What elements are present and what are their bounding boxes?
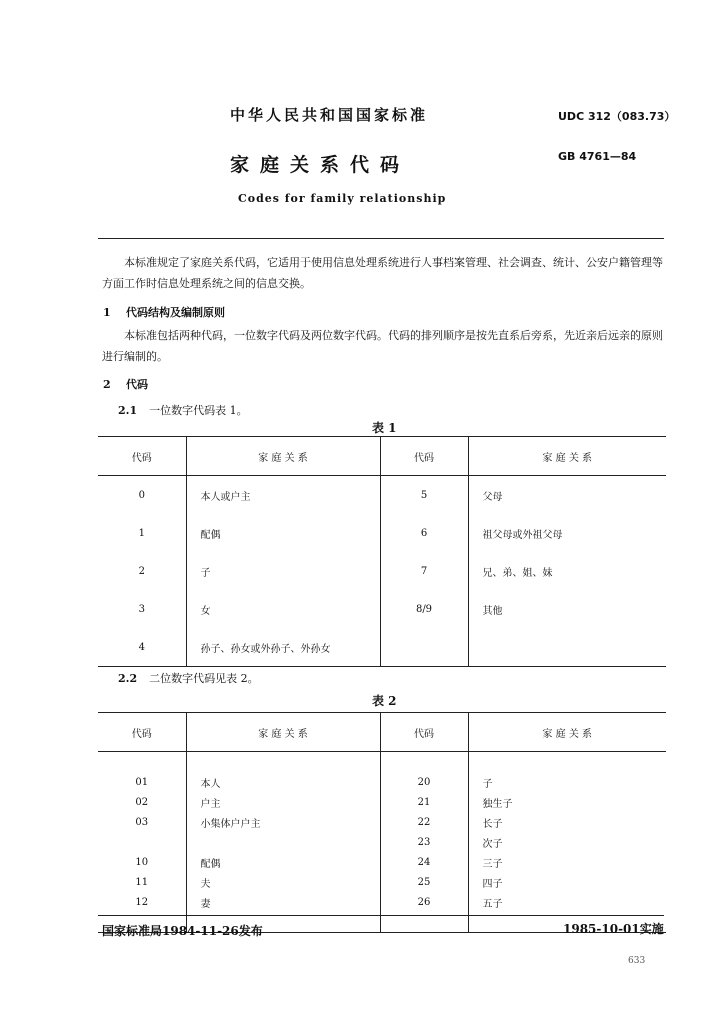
- header-code: 代码: [380, 437, 468, 476]
- relationship-cell: 孙子、孙女或外孙子、外孙女: [186, 628, 380, 667]
- code-cell: 8/9: [380, 590, 468, 628]
- relationship-cell: 父母: [482, 491, 503, 503]
- code-cell: 2: [98, 552, 186, 590]
- relationship-cell: 配偶: [186, 514, 380, 552]
- code-cell: 12: [98, 892, 186, 912]
- relationship-cell: 长子: [482, 818, 503, 830]
- code-cell: [98, 832, 186, 852]
- subsection-text: 一位数字代码表 1。: [149, 404, 248, 417]
- code-cell: 26: [380, 892, 468, 912]
- relationship-cell: 兄、弟、姐、妹: [482, 567, 553, 579]
- code-cell: 22: [380, 812, 468, 832]
- header-code: 代码: [98, 437, 186, 476]
- document-title-cn: 家庭关系代码: [230, 154, 411, 176]
- header-relationship: 家 庭 关 系: [468, 437, 666, 476]
- table-1: [98, 436, 666, 667]
- section-2-heading: [103, 376, 148, 392]
- table-row: [98, 852, 666, 872]
- document-title-en: Codes for family relationship: [238, 192, 447, 205]
- header-rule: [98, 238, 664, 239]
- section-title: 代码: [125, 378, 148, 391]
- code-cell: 4: [98, 628, 186, 667]
- subsection-number: 2.2: [118, 672, 138, 685]
- header-code: 代码: [98, 713, 186, 752]
- table-header-row: [98, 437, 666, 476]
- table-row: [98, 792, 666, 812]
- table-2-caption: 表 2: [372, 694, 397, 708]
- table-row: [98, 590, 666, 628]
- relationship-cell: 子: [482, 778, 493, 790]
- relationship-cell: 四子: [482, 878, 503, 890]
- code-cell: 02: [98, 792, 186, 812]
- code-cell: 6: [380, 514, 468, 552]
- table-row: [98, 514, 666, 552]
- code-cell: 7: [380, 552, 468, 590]
- code-cell: 3: [98, 590, 186, 628]
- code-cell: 24: [380, 852, 468, 872]
- table-row: [98, 752, 666, 773]
- table-row: [98, 832, 666, 852]
- section-number: 2: [103, 378, 111, 391]
- effective-date: 1985-10-01实施: [563, 922, 664, 936]
- standard-header: 中华人民共和国国家标准: [230, 106, 429, 124]
- relationship-cell: 女: [186, 590, 380, 628]
- relationship-cell: 本人: [186, 772, 380, 792]
- relationship-cell: [186, 832, 380, 852]
- relationship-cell: 配偶: [186, 852, 380, 872]
- table-row: [98, 628, 666, 667]
- relationship-cell: 祖父母或外祖父母: [482, 529, 563, 541]
- page-number: 633: [628, 956, 646, 966]
- code-cell: 23: [380, 832, 468, 852]
- relationship-cell: [468, 628, 666, 667]
- code-cell: [380, 628, 468, 667]
- code-cell: 25: [380, 872, 468, 892]
- code-cell: 03: [98, 812, 186, 832]
- section-1-text: 本标准包括两种代码，一位数字代码及两位数字代码。代码的排列顺序是按先直系后旁系，先近亲后远亲的原则进行编制的。: [102, 329, 663, 363]
- table-2: [98, 712, 666, 933]
- standard-number: GB 4761—84: [558, 150, 637, 163]
- code-cell: 0: [98, 476, 186, 515]
- table-row: [98, 772, 666, 792]
- header-relationship: 家 庭 关 系: [186, 437, 380, 476]
- intro-paragraph: 本标准规定了家庭关系代码，它适用于使用信息处理系统进行人事档案管理、社会调查、统计、公安户籍管理等方面工作时信息处理系统之间的信息交换。: [102, 256, 663, 290]
- code-cell: 21: [380, 792, 468, 812]
- relationship-cell: 三子: [482, 858, 503, 870]
- table-1-caption: 表 1: [372, 421, 397, 435]
- relationship-cell: 户主: [186, 792, 380, 812]
- code-cell: 10: [98, 852, 186, 872]
- relationship-cell: 妻: [186, 892, 380, 912]
- relationship-cell: 其他: [482, 605, 503, 617]
- issue-date: 国家标准局1984-11-26发布: [102, 924, 263, 938]
- section-title: 代码结构及编制原则: [125, 306, 225, 319]
- header-relationship: 家 庭 关 系: [468, 713, 666, 752]
- code-cell: 1: [98, 514, 186, 552]
- section-1-heading: [103, 304, 225, 320]
- subsection-2-1: [118, 402, 248, 418]
- footer-rule: [98, 915, 664, 916]
- subsection-2-2: [118, 670, 259, 686]
- subsection-text: 二位数字代码见表 2。: [149, 672, 259, 685]
- code-cell: 01: [98, 772, 186, 792]
- header-code: 代码: [380, 713, 468, 752]
- header-relationship: 家 庭 关 系: [186, 713, 380, 752]
- relationship-cell: 次子: [482, 838, 503, 850]
- table-row: [98, 892, 666, 912]
- section-number: 1: [103, 306, 111, 319]
- table-row: [98, 812, 666, 832]
- relationship-cell: 独生子: [482, 798, 513, 810]
- subsection-number: 2.1: [118, 404, 138, 417]
- table-header-row: [98, 713, 666, 752]
- relationship-cell: 子: [186, 552, 380, 590]
- table-row: [98, 552, 666, 590]
- udc-code: UDC 312（083.73）: [558, 110, 676, 123]
- code-cell: 20: [380, 772, 468, 792]
- table-row: [98, 476, 666, 515]
- relationship-cell: 夫: [186, 872, 380, 892]
- relationship-cell: 五子: [482, 898, 503, 910]
- relationship-cell: 本人或户主: [186, 476, 380, 515]
- code-cell: 5: [380, 476, 468, 515]
- relationship-cell: 小集体户户主: [186, 812, 380, 832]
- table-row: [98, 872, 666, 892]
- code-cell: 11: [98, 872, 186, 892]
